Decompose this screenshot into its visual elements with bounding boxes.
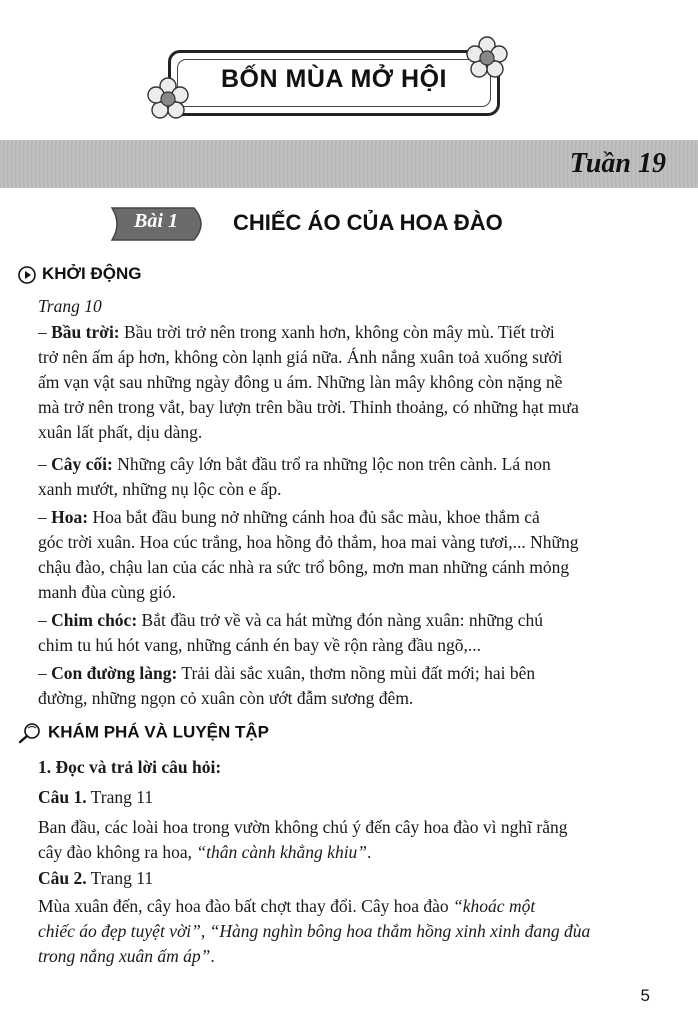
- warmup-item-birds: – Chim chóc: Bắt đầu trở về và ca hát mừng đón nàng xuân: những chú chim tu hú hót vang, những cánh én bay về rộn ràng đầu ngõ,...: [38, 610, 543, 655]
- item-label: Chim chóc:: [51, 610, 138, 630]
- flower-icon: [146, 77, 190, 121]
- item-label: Bầu trời:: [51, 322, 120, 342]
- question-label: Câu 1.: [38, 787, 87, 807]
- question-2-heading: Câu 2. Trang 11: [38, 868, 154, 888]
- warmup-heading-row: [18, 264, 142, 284]
- lesson-title: CHIẾC ÁO CỦA HOA ĐÀO: [233, 210, 503, 235]
- week-label: Tuần 19: [569, 148, 666, 179]
- lesson-badge: Bài 1: [134, 210, 178, 232]
- item-label: Cây cối:: [51, 454, 113, 474]
- warmup-heading: KHỞI ĐỘNG: [42, 264, 142, 283]
- question-2-answer: Mùa xuân đến, cây hoa đào bất chợt thay đổi. Cây hoa đào “khoác một chiếc áo đẹp tuyệt vời”, “Hàng nghìn bông hoa thắm hồng xinh xinh đang đùa trong nắng xuân ấm áp”.: [38, 896, 591, 966]
- warmup-item-trees: – Cây cối: Những cây lớn bắt đầu trổ ra những lộc non trên cành. Lá non xanh mướt, những nụ lộc còn e ấp.: [38, 454, 551, 499]
- warmup-item-flowers: – Hoa: Hoa bắt đầu bung nở những cánh hoa đủ sắc màu, khoe thắm cả góc trời xuân. Hoa cúc trắng, hoa hồng đỏ thắm, hoa mai vàng tươi,... Những chậu đào, chậu lan của các nhà ra sức trổ bông, mơn man những cánh mỏng manh đùa cùng gió.: [38, 507, 579, 602]
- unit-banner: [168, 50, 500, 116]
- item-label: Hoa:: [51, 507, 89, 527]
- question-1-heading: Câu 1. Trang 11: [38, 787, 154, 807]
- unit-title: BỐN MÙA MỞ HỘI: [221, 65, 447, 93]
- play-icon: [18, 266, 36, 284]
- explore-heading-row: [18, 722, 269, 744]
- warmup-page-ref: Trang 10: [38, 296, 102, 316]
- flower-icon: [465, 36, 509, 80]
- explore-heading: KHÁM PHÁ VÀ LUYỆN TẬP: [48, 722, 270, 742]
- magnifier-icon: [18, 722, 42, 744]
- warmup-item-sky: – Bầu trời: Bầu trời trở nên trong xanh hơn, không còn mây mù. Tiết trời trở nên ấm áp hơn, không còn lạnh giá nữa. Ánh nắng xuân toả xuống sưởi ấm vạn vật sau những ngày đông u ám. Những làn mây không còn nặng nề mà trở nên trong vắt, bay lượn trên bầu trời. Thỉnh thoảng, có những hạt mưa xuân lất phất, dịu dàng.: [38, 322, 579, 442]
- explore-subheading: 1. Đọc và trả lời câu hỏi:: [38, 757, 222, 777]
- warmup-item-village-road: – Con đường làng: Trải dài sắc xuân, thơm nồng mùi đất mới; hai bên đường, những ngọn cỏ xuân còn ướt đẫm sương đêm.: [38, 663, 536, 708]
- item-label: Con đường làng:: [51, 663, 178, 683]
- question-label: Câu 2.: [38, 868, 87, 888]
- question-1-answer: Ban đầu, các loài hoa trong vườn không chú ý đến cây hoa đào vì nghĩ rằng cây đào không ra hoa, “thân cành khẳng khiu”.: [38, 817, 568, 862]
- page-number: 5: [640, 986, 650, 1005]
